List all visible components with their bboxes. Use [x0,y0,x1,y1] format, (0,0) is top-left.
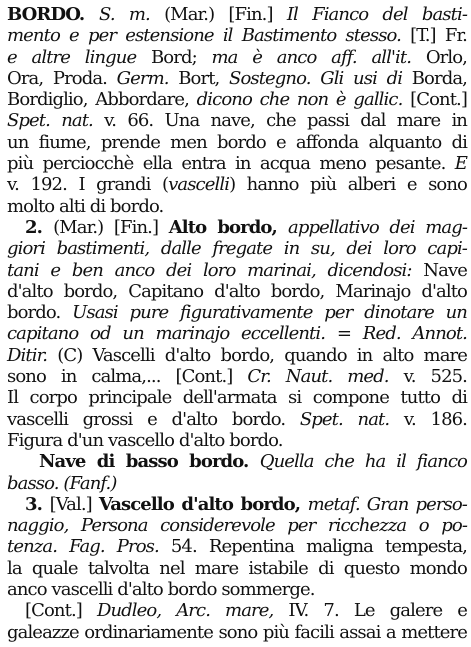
text-line [7,323,467,344]
text-line [7,600,467,621]
italic-text: S. m. [99,4,165,25]
roman-text: un fiume, prende men bordo e affonda alquanto di [7,131,467,153]
roman-text: ) hanno più alberi e sono [229,174,467,196]
italic-text: Cr. Naut. med. [247,366,404,388]
text-line [7,217,467,238]
text-line [7,515,467,536]
roman-text: Bord; [150,46,212,68]
headword-text: BORDO. [7,4,100,25]
italic-text: tani e ben anco dei loro marinai, dicendosi: [7,259,424,281]
text-line [7,430,467,451]
roman-text: bordo. [7,302,73,324]
roman-text: (C) Vascelli d'alto bordo, quando in alto mare [57,344,467,366]
italic-text: Il Fianco del basti- [286,4,468,25]
italic-text: Spet. nat. [299,408,404,430]
text-line [7,302,467,323]
roman-text: Bort, [178,67,230,89]
roman-text: Ora, Proda. [7,67,117,89]
text-line [7,387,467,408]
roman-text: d'alto bordo, Capitano d'alto bordo, Marinajo d'alto [7,280,467,302]
roman-text: molto alti di bordo. [7,195,164,217]
italic-text: naggio, Persona considerevole per ricchezza o po- [7,515,467,537]
italic-text: capitano od un marinajo eccellenti. = Red. Annot. [7,323,467,345]
text-line [7,622,467,643]
text-line [7,47,467,68]
headword-text: 3. [25,493,50,515]
roman-text: v. 192. I grandi ( [7,174,169,196]
roman-text: Bordiglio, Abbordare, [7,89,197,111]
roman-text: (Mar.) [Fin.] [53,216,169,238]
headword-text: Vascello d'alto bordo, [98,493,308,515]
text-line [7,558,467,579]
text-line [7,132,467,153]
roman-text: sono in calma,... [Cont.] [7,366,248,388]
roman-text: Il corpo principale dell'armata si compone tutto di [7,387,467,409]
roman-text: [T.] Fr. [410,25,467,47]
italic-text: Quella che ha il fianco [259,451,467,473]
text-line [7,4,467,25]
text-line [7,473,467,494]
roman-text: vascelli grossi e d'alto bordo. [7,408,300,430]
text-line [7,110,467,131]
italic-text: dicono che non è gallic. [196,89,411,111]
text-line [7,153,467,174]
dictionary-page [7,4,467,643]
roman-text: galeazze ordinariamente sono più facili assai a mettere [7,621,467,643]
roman-text: Orlo, [425,46,468,68]
text-line [7,238,467,259]
roman-text: v. 186. [403,408,467,430]
roman-text: [Cont.] [25,600,97,622]
text-line [7,260,467,281]
roman-text: 54. Repentina maligna tempesta, [170,536,467,558]
roman-text: (Mar.) [Fin.] [164,4,287,25]
text-line [7,366,467,387]
italic-text: Sostegno. Gli usi di [229,67,412,89]
text-line [7,579,467,600]
italic-text: vascelli [168,174,230,196]
roman-text: Nave [423,259,467,281]
roman-text: più perciocchè ella entra in acqua meno pesante. [7,153,455,175]
text-line [7,174,467,195]
italic-text: Usasi pure figurativamente per dinotare un [72,302,468,324]
italic-text: appellativo dei mag- [288,216,468,238]
italic-text: giori bastimenti, dalle fregate in su, dei loro capi- [7,238,467,260]
roman-text: Figura d'un vascello d'alto bordo. [7,429,283,451]
headword-text: Nave di basso bordo. [39,451,260,473]
italic-text: metaf. Gran perso- [307,493,467,515]
text-line [7,451,467,472]
text-line [7,196,467,217]
italic-text: ma è anco aff. all'it. [211,46,426,68]
text-line [7,89,467,110]
text-line [7,25,467,46]
text-line [7,536,467,557]
roman-text: IV. 7. Le galere e [288,600,467,622]
headword-text: 2. [25,216,54,238]
headword-text: Alto bordo, [168,216,289,238]
roman-text: anco vascelli d'alto bordo sommerge. [7,579,315,601]
roman-text: Borda, [411,67,467,89]
roman-text: [Cont.] [410,89,467,111]
italic-text: Ditir. [7,344,58,366]
text-line [7,409,467,430]
italic-text: basso. [7,472,64,494]
italic-text: Spet. nat. [7,110,105,132]
italic-text: E [454,153,467,175]
text-line [7,281,467,302]
italic-text: tenza. Fag. Pros. [7,536,171,558]
roman-text: v. 66. Una nave, che passi dal mare in [104,110,467,132]
italic-text: Germ. [116,67,179,89]
roman-text: [Val.] [49,493,99,515]
italic-text: e altre lingue [7,46,151,68]
italic-text: (Fanf.) [63,472,117,494]
text-line [7,494,467,515]
roman-text: la quale talvolta nel mare istabile di questo mondo [7,557,467,579]
text-line [7,68,467,89]
roman-text: v. 525. [403,366,467,388]
italic-text: mento e per estensione il Bastimento stesso. [7,25,411,47]
text-line [7,345,467,366]
italic-text: Dudleo, Arc. mare, [96,600,289,622]
